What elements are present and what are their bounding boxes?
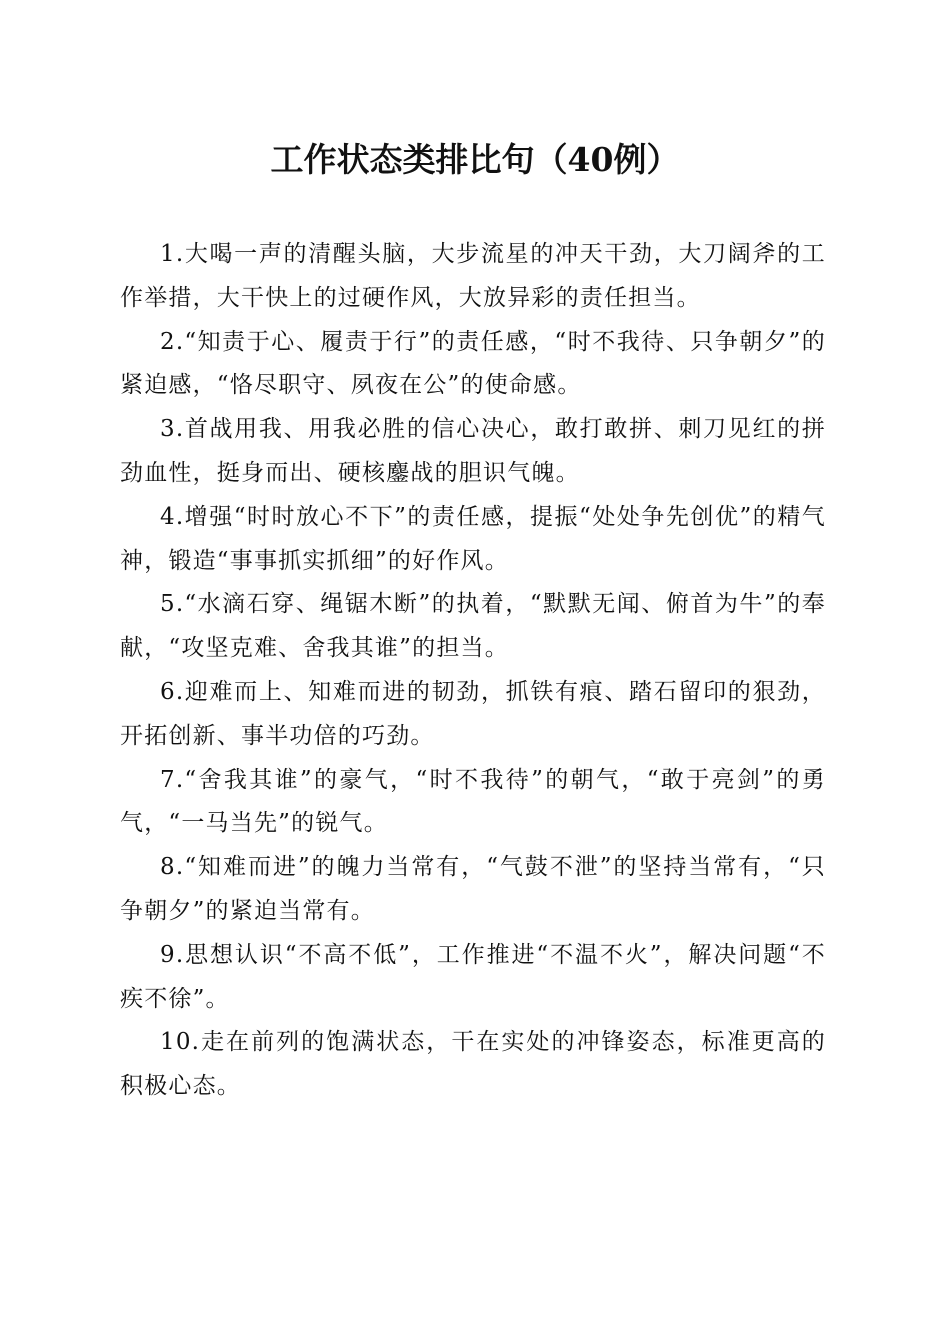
paragraph-6: 6.迎难而上、知难而进的韧劲，抓铁有痕、踏石留印的狠劲，开拓创新、事半功倍的巧劲。 (120, 678, 826, 749)
paragraph-2: 2.“知责于心、履责于行”的责任感，“时不我待、只争朝夕”的紧迫感，“恪尽职守、夙夜在公”的使命感。 (120, 328, 826, 399)
document-body (120, 233, 826, 1109)
paragraph-10: 10.走在前列的饱满状态，干在实处的冲锋姿态，标准更高的积极心态。 (120, 1029, 826, 1100)
paragraph-9: 9.思想认识“不高不低”，工作推进“不温不火”，解决问题“不疾不徐”。 (120, 941, 826, 1012)
paragraph-8: 8.“知难而进”的魄力当常有，“气鼓不泄”的坚持当常有，“只争朝夕”的紧迫当常有。 (120, 854, 826, 924)
paragraph-7: 7.“舍我其谁”的豪气，“时不我待”的朝气，“敢于亮剑”的勇气，“一马当先”的锐气。 (120, 766, 826, 837)
paragraph-5: 5.“水滴石穿、绳锯木断”的执着，“默默无闻、俯首为牛”的奉献，“攻坚克难、舍我其谁”的担当。 (120, 591, 826, 662)
document-title: 工作状态类排比句（40例） (270, 140, 680, 179)
paragraph-1: 1.大喝一声的清醒头脑，大步流星的冲天干劲，大刀阔斧的工作举措，大干快上的过硬作风，大放异彩的责任担当。 (120, 241, 826, 311)
paragraph-4: 4.增强“时时放心不下”的责任感，提振“处处争先创优”的精气神，锻造“事事抓实抓细”的好作风。 (120, 503, 826, 574)
paragraph-3: 3.首战用我、用我必胜的信心决心，敢打敢拼、刺刀见红的拼劲血性，挺身而出、硬核鏖战的胆识气魄。 (120, 416, 826, 486)
